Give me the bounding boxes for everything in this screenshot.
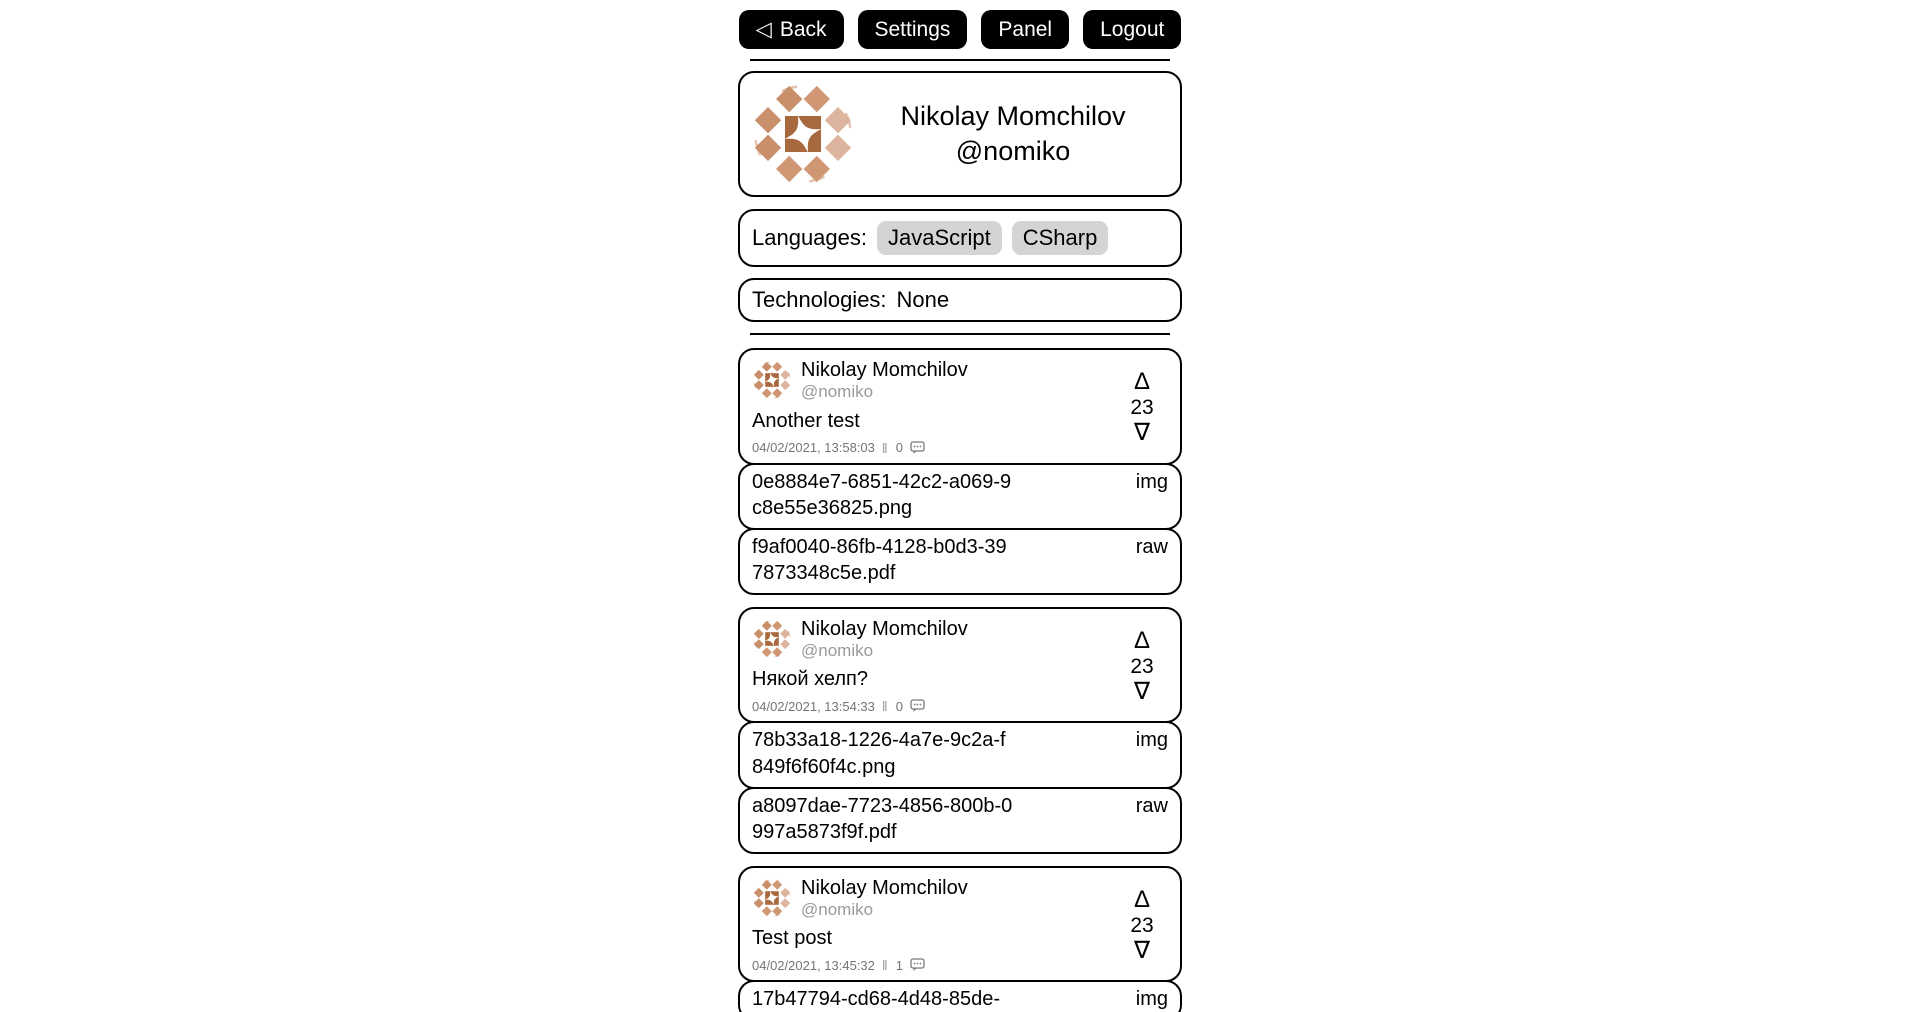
post-title: Test post <box>752 927 833 950</box>
post-timestamp: 04/02/2021, 13:58:03 <box>752 440 875 456</box>
technologies-label: Technologies: <box>752 287 887 312</box>
comment-count: 1 <box>895 957 903 973</box>
attachment-type-label: img <box>1135 729 1168 752</box>
post-main <box>752 359 1116 456</box>
logout-button-label: Logout <box>1100 17 1165 41</box>
post-author-row <box>752 359 1116 402</box>
post-header[interactable] <box>738 866 1182 983</box>
attachment-filename: a8097dae-7723-4856-800b-0997a5873f9f.pdf <box>752 794 1013 844</box>
attachment-row[interactable] <box>738 980 1182 1012</box>
technologies-value: None <box>896 287 950 312</box>
top-nav <box>0 0 1920 49</box>
attachment-filename: 78b33a18-1226-4a7e-9c2a-f849f6f60f4c.png <box>752 729 1006 779</box>
top-divider <box>750 59 1170 61</box>
content-column <box>738 71 1182 1012</box>
language-tag[interactable]: CSharp <box>1012 221 1109 255</box>
posts-feed <box>738 348 1182 1012</box>
comment-count: 0 <box>895 698 903 714</box>
post-card <box>738 607 1182 854</box>
post-author-row <box>752 618 1116 661</box>
attachment-filename: 17b47794-cd68-4d48-85de- <box>752 988 1000 1011</box>
attachment-row[interactable] <box>738 787 1182 854</box>
posts-divider <box>750 333 1170 335</box>
settings-button[interactable] <box>858 10 968 49</box>
settings-button-label: Settings <box>874 17 951 41</box>
post-author-avatar <box>752 360 792 400</box>
post-card <box>738 866 1182 1012</box>
post-card <box>738 348 1182 595</box>
profile-names <box>856 99 1170 168</box>
post-timestamp: 04/02/2021, 13:45:32 <box>752 957 875 973</box>
profile-avatar <box>750 81 856 187</box>
logout-button[interactable] <box>1083 10 1181 49</box>
post-main <box>752 877 1116 974</box>
profile-card <box>738 71 1182 197</box>
post-author-handle: @nomiko <box>801 899 874 919</box>
upvote-button[interactable]: Δ <box>1133 885 1151 913</box>
meta-separator-icon: ‖ <box>881 698 889 715</box>
back-icon: ◁ <box>755 18 772 41</box>
post-author-avatar <box>752 878 792 918</box>
attachment-type-label: raw <box>1135 535 1168 558</box>
panel-button[interactable] <box>981 10 1069 49</box>
post-author-row <box>752 877 1116 920</box>
attachment-row[interactable] <box>738 721 1182 788</box>
profile-handle: @nomiko <box>955 136 1071 166</box>
post-main <box>752 618 1116 715</box>
post-title: Another test <box>752 409 860 432</box>
post-title: Някой хелп? <box>752 668 868 691</box>
back-button-label: Back <box>779 17 827 41</box>
post-author-names <box>801 618 968 661</box>
upvote-button[interactable]: Δ <box>1133 626 1151 654</box>
attachment-list <box>738 980 1182 1012</box>
post-timestamp: 04/02/2021, 13:54:33 <box>752 698 875 714</box>
post-author-names <box>801 359 968 402</box>
panel-button-label: Panel <box>998 17 1053 41</box>
comment-icon <box>910 958 925 972</box>
post-author-handle: @nomiko <box>801 640 874 660</box>
attachment-list <box>738 463 1182 595</box>
downvote-button[interactable]: ∇ <box>1133 418 1151 446</box>
language-tag-list <box>877 221 1108 255</box>
comment-count: 0 <box>895 440 903 456</box>
post-meta <box>752 957 1116 973</box>
post-meta <box>752 698 1116 714</box>
post-author-avatar <box>752 619 792 659</box>
post-author-name: Nikolay Momchilov <box>801 359 968 381</box>
upvote-button[interactable]: Δ <box>1133 367 1151 395</box>
post-author-name: Nikolay Momchilov <box>801 617 968 640</box>
comment-icon <box>910 699 925 713</box>
attachment-type-label: img <box>1135 470 1168 493</box>
languages-label: Languages: <box>752 225 867 250</box>
post-author-names <box>801 877 968 920</box>
meta-separator-icon: ‖ <box>881 957 889 974</box>
back-button[interactable] <box>739 10 844 49</box>
comment-icon <box>910 441 925 455</box>
attachment-type-label: raw <box>1135 794 1168 817</box>
attachment-filename: f9af0040-86fb-4128-b0d3-397873348c5e.pdf <box>752 535 1007 585</box>
post-header[interactable] <box>738 348 1182 465</box>
post-author-name: Nikolay Momchilov <box>801 876 968 899</box>
technologies-card <box>738 278 1182 322</box>
vote-count: 23 <box>1130 395 1154 419</box>
meta-separator-icon: ‖ <box>881 439 889 456</box>
vote-column <box>1116 877 1168 974</box>
attachment-type-label: img <box>1135 988 1168 1011</box>
vote-count: 23 <box>1130 913 1154 937</box>
attachment-filename: 0e8884e7-6851-42c2-a069-9c8e55e36825.png <box>752 470 1012 520</box>
downvote-button[interactable]: ∇ <box>1133 677 1151 705</box>
vote-count: 23 <box>1130 654 1154 678</box>
downvote-button[interactable]: ∇ <box>1133 936 1151 964</box>
post-meta <box>752 440 1116 456</box>
post-header[interactable] <box>738 607 1182 724</box>
vote-column <box>1116 359 1168 456</box>
vote-column <box>1116 618 1168 715</box>
attachment-row[interactable] <box>738 528 1182 595</box>
post-author-handle: @nomiko <box>801 382 874 401</box>
profile-name: Nikolay Momchilov <box>900 101 1126 132</box>
attachment-row[interactable] <box>738 463 1182 530</box>
language-tag[interactable]: JavaScript <box>877 221 1002 255</box>
attachment-list <box>738 721 1182 853</box>
languages-card <box>738 209 1182 267</box>
